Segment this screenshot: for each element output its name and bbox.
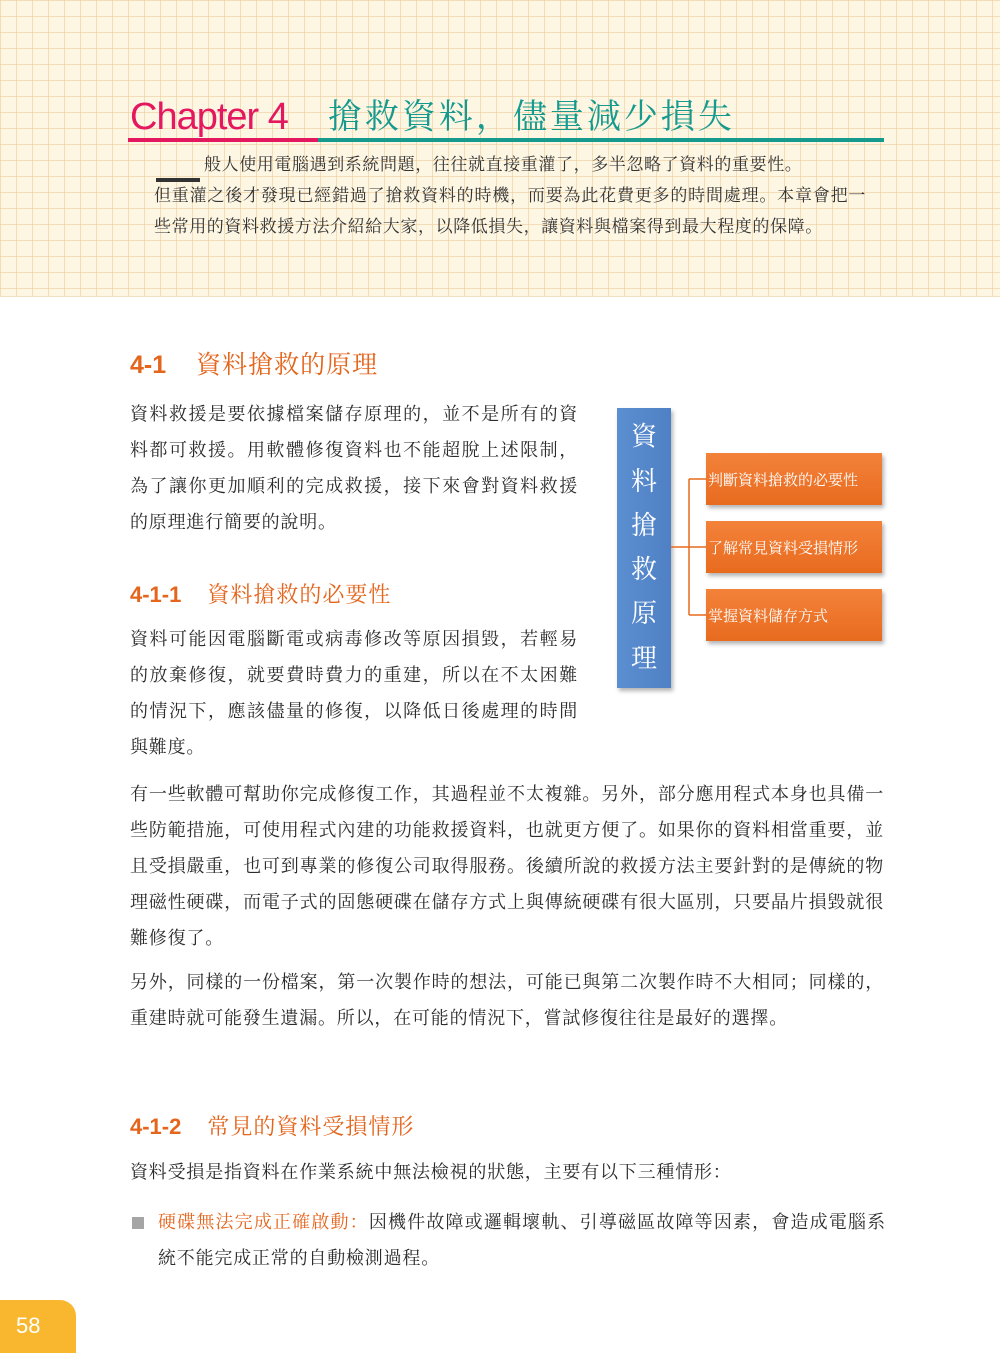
section-4-1-2-paragraph: 資料受損是指資料在作業系統中無法檢視的狀態，主要有以下三種情形： xyxy=(130,1162,732,1183)
diagram-main-char: 資 xyxy=(630,422,657,453)
intro-rest: 但重灌之後才發現已經錯過了搶救資料的時機，而要為此花費更多的時間處理。本章會把一些常用的資料救援方法介紹給大家，以降低損失，讓資料與檔案得到最大程度的保障。 xyxy=(154,186,866,237)
section-title: 資料搶救的必要性 xyxy=(207,583,392,608)
section-heading-4-1-2 xyxy=(130,1110,414,1141)
chapter-rule-teal xyxy=(318,138,884,142)
section-heading-4-1-1 xyxy=(130,578,391,609)
list-item-term: 硬碟無法完成正確啟動： xyxy=(158,1212,369,1233)
section-number: 4-1-2 xyxy=(130,1114,182,1139)
chapter-header-band xyxy=(0,0,1000,297)
section-title: 常見的資料受損情形 xyxy=(207,1115,415,1140)
chapter-intro xyxy=(154,150,866,243)
intro-line-1: 般人使用電腦遇到系統問題，往往就直接重灌了，多半忽略了資料的重要性。 xyxy=(204,155,803,175)
section-number: 4-1-1 xyxy=(130,582,182,607)
chapter-label: Chapter 4 xyxy=(130,96,288,138)
section-title: 資料搶救的原理 xyxy=(196,350,379,379)
section-number: 4-1 xyxy=(130,351,167,379)
list-item-body: 因機件故障或邏輯壞軌、引導磁區故障等因素，會造成電腦系統不能完成正常的自動檢測過程。 xyxy=(158,1212,886,1269)
diagram-main-char: 原 xyxy=(630,599,657,630)
square-bullet-icon xyxy=(132,1217,144,1229)
diagram-main-char: 救 xyxy=(630,555,657,586)
diagram-main-char: 理 xyxy=(630,643,657,674)
section-4-1-1-paragraph-2: 有一些軟體可幫助你完成修復工作，其過程並不太複雜。另外，部分應用程式本身也具備一些防範措施，可使用程式內建的功能救援資料，也就更方便了。如果你的資料相當重要，並且受損嚴重，也可到專業的修復公司取得服務。後續所說的救援方法主要針對的是傳統的物理磁性硬碟，而電子式的固態硬碟在儲存方式上與傳統硬碟有很大區別，只要晶片損毀就很難修復了。 xyxy=(130,784,884,949)
section-4-1-paragraph: 資料救援是要依據檔案儲存原理的，並不是所有的資料都可救援。用軟體修復資料也不能超脫上述限制，為了讓你更加順利的完成救援，接下來會對資料救援的原理進行簡要的說明。 xyxy=(130,404,578,533)
list-item-text xyxy=(158,1205,886,1277)
chapter-rule-red xyxy=(128,138,318,142)
diagram-main-char: 料 xyxy=(630,466,657,497)
page-number: 58 xyxy=(16,1313,41,1338)
section-heading-4-1 xyxy=(130,345,378,381)
diagram-main-box xyxy=(617,408,671,688)
diagram-branch-box: 判斷資料搶救的必要性 xyxy=(706,453,882,505)
diagram-branch-box: 掌握資料儲存方式 xyxy=(706,589,882,641)
diagram-connectors xyxy=(671,470,711,620)
diagram-main-char: 搶 xyxy=(630,510,657,541)
section-4-1-1-paragraph-1: 資料可能因電腦斷電或病毒修改等原因損毀，若輕易的放棄修復，就要費時費力的重建，所以在不太困難的情況下，應該儘量的修復，以降低日後處理的時間與難度。 xyxy=(130,629,578,758)
diagram-branch-box: 了解常見資料受損情形 xyxy=(706,521,882,573)
section-4-1-1-paragraph-3: 另外，同樣的一份檔案，第一次製作時的想法，可能已與第二次製作時不大相同；同樣的，重建時就可能發生遺漏。所以，在可能的情況下，嘗試修復往往是最好的選擇。 xyxy=(130,972,884,1029)
chapter-name: 搶救資料，儘量減少損失 xyxy=(327,97,735,137)
chapter-title xyxy=(130,92,735,140)
